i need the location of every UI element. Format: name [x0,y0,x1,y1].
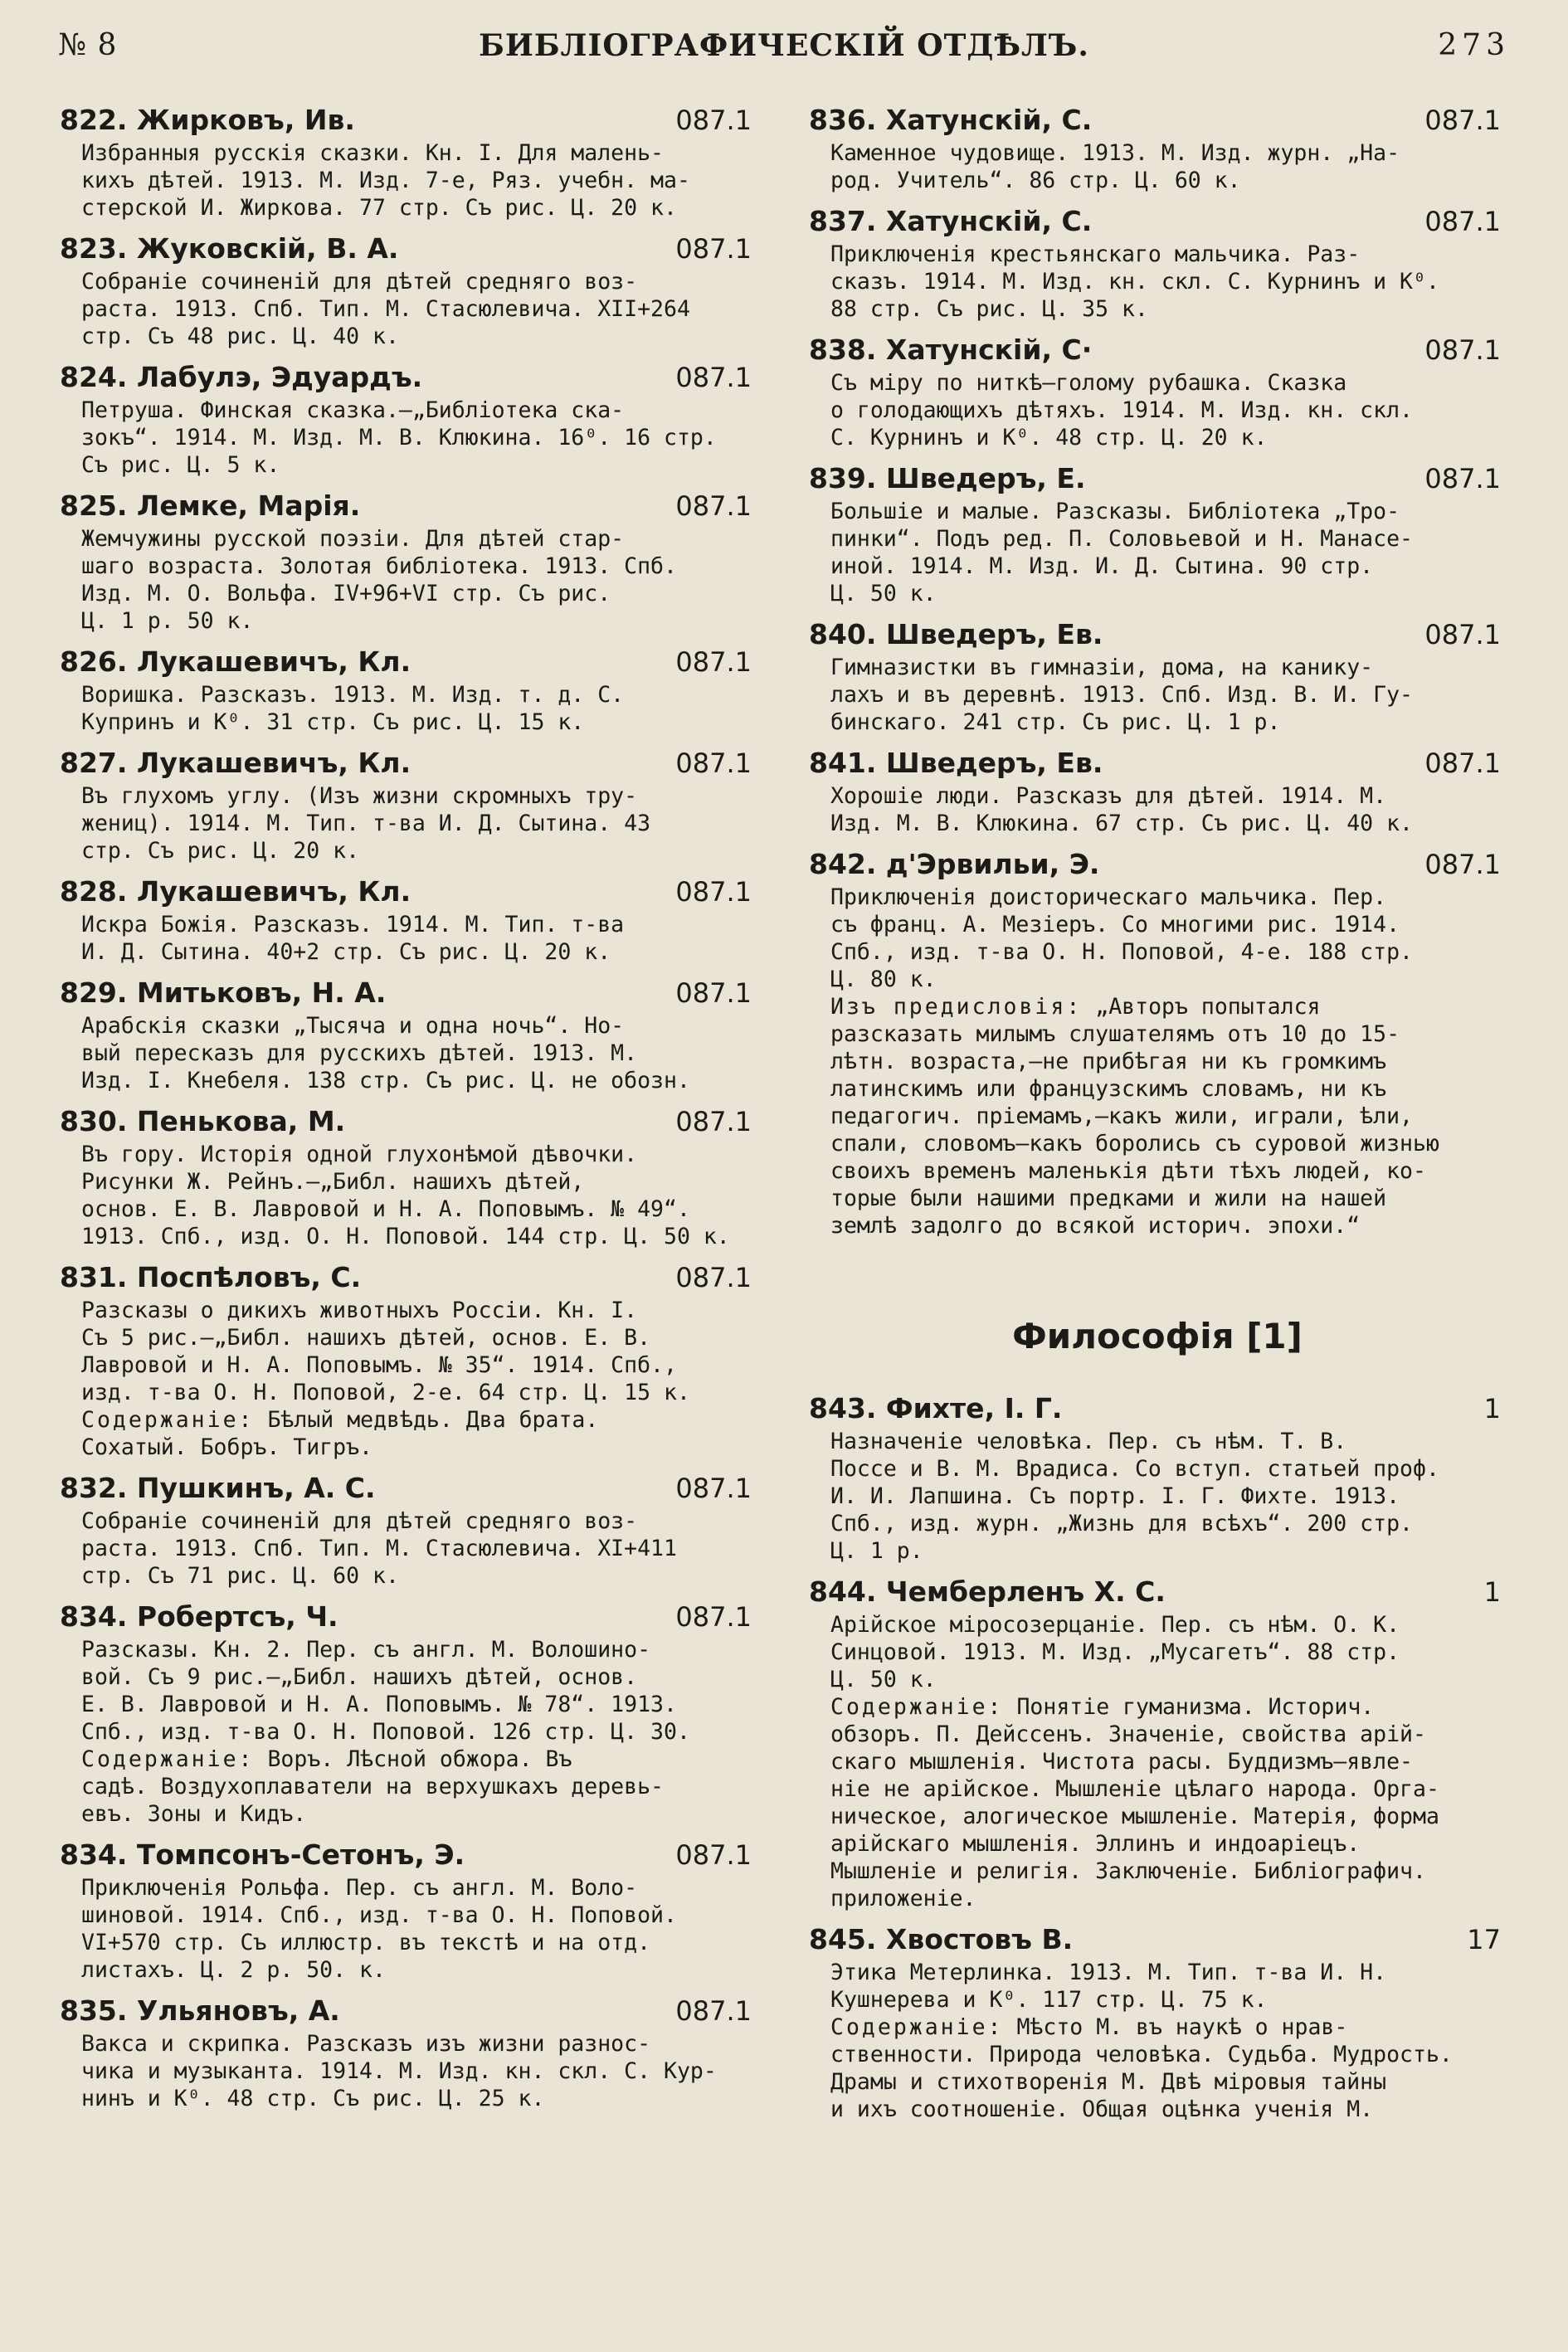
catalog-entry [60,643,757,736]
entry-number: 827. [60,747,128,779]
classification-code: 087.1 [675,747,752,779]
author-name: Фихте, I. Г. [885,1392,1063,1424]
entry-header [60,974,757,1012]
entry-author [60,873,411,911]
classification-code: 087.1 [1424,747,1501,779]
classification-code: 087.1 [1424,619,1501,650]
author-name: Лукашевичъ, Кл. [136,645,411,678]
entry-author [809,845,1099,884]
contents-label: Содержаніе: [830,2014,1004,2040]
author-name: Лабулэ, Эдуардъ. [136,361,423,393]
author-name: Лемке, Марія. [136,489,361,522]
classification-code: 087.1 [1424,334,1501,366]
entry-description: Приключенія доисторическаго мальчика. Пер. съ франц. А. Мезіеръ. Со многими рис. 1914. Спб., изд. т-ва О. Н. Поповой, 4-е. 188 стр. Ц. 80 к. [830,884,1413,992]
entry-header [809,616,1506,654]
catalog-entry [809,1573,1506,1912]
catalog-entry [60,744,757,864]
catalog-entry [809,1921,1506,2123]
entry-author [60,1469,376,1507]
entry-header [60,643,757,681]
author-name: Пенькова, М. [136,1105,346,1137]
author-name: Шведеръ, Ев. [885,747,1103,779]
entry-header [809,1573,1506,1611]
entry-author [60,744,411,782]
entry-header [809,101,1506,139]
author-name: Шведеръ, Е. [885,462,1086,494]
entry-author [60,1259,361,1297]
entry-author [809,331,1092,369]
author-name: Ульяновъ, А. [136,1994,340,2027]
entry-contents [809,1693,1506,1912]
entry-author [60,101,355,139]
entry-number: 841. [809,747,877,779]
entry-header [809,1390,1506,1428]
entry-description: Избранныя русскія сказки. Кн. I. Для малень- кихъ дѣтей. 1913. М. Изд. 7-е, Ряз. учебн. ма- стерской И. Жиркова. 77 стр. Съ рис. Ц. 20 к. [81,140,690,221]
entry-header [60,358,757,397]
entry-author [60,1836,465,1874]
entry-author [809,616,1103,654]
entry-number: 834. [60,1838,128,1871]
entry-number: 838. [809,334,877,366]
entry-description: Петруша. Финская сказка.—„Библіотека ска- зокъ“. 1914. М. Изд. М. В. Клюкина. 16⁰. 16 стр. Съ рис. Ц. 5 к. [81,397,717,478]
entry-header [60,230,757,268]
catalog-entry [60,873,757,966]
entry-header [60,1992,757,2030]
entry-author [60,487,360,525]
entry-contents [60,1746,757,1828]
issue-number: № 8 [58,28,118,62]
section-title: Философія [1] [1012,1316,1303,1356]
classification-code: 087.1 [1424,463,1501,494]
catalog-entry [809,616,1506,736]
classification-code: 087.1 [675,1262,752,1293]
classification-code: 087.1 [675,1839,752,1871]
classification-code: 087.1 [1424,206,1501,237]
classification-code: 1 [1483,1393,1501,1424]
entry-author [809,460,1086,498]
entry-author [60,1103,345,1141]
entry-description: Арабскія сказки „Тысяча и одна ночь“. Но- вый пересказъ для русскихъ дѣтей. 1913. М. Изд. I. Кнебеля. 138 стр. Съ рис. Ц. не обозн. [81,1013,690,1093]
entry-author [809,744,1103,782]
author-name: Лукашевичъ, Кл. [136,747,411,779]
entry-number: 822. [60,104,128,136]
catalog-entry [809,845,1506,1239]
entry-description: Въ глухомъ углу. (Изъ жизни скромныхъ тру- жениц). 1914. М. Тип. т-ва И. Д. Сытина. 43 стр. Съ рис. Ц. 20 к. [81,783,651,864]
catalog-entry [809,744,1506,837]
entry-description: Съ міру по ниткѣ—голому рубашка. Сказка о голодающихъ дѣтяхъ. 1914. М. Изд. кн. скл. С. Курнинъ и К⁰. 48 стр. Ц. 20 к. [830,370,1413,450]
author-name: Жуковскій, В. А. [136,232,399,265]
entry-contents [809,993,1506,1239]
author-name: Хвостовъ В. [885,1923,1074,1955]
entry-number: 826. [60,645,128,678]
entry-description: Разсказы о дикихъ животныхъ Россіи. Кн. I. Съ 5 рис.—„Библ. нашихъ дѣтей, основ. Е. В. Лавровой и Н. А. Поповымъ. № 35“. 1914. Спб., изд. т-ва О. Н. Поповой, 2-е. 64 стр. Ц. 15 к. [81,1298,690,1405]
entry-description: Назначеніе человѣка. Пер. съ нѣм. Т. В. Поссе и В. М. Врадиса. Со вступ. статьей проф. И. И. Лапшина. Съ портр. I. Г. Фихте. 1913. Спб., изд. журн. „Жизнь для всѣхъ“. 200 стр. Ц. 1 р. [830,1429,1439,1564]
catalog-entry [809,331,1506,451]
entry-number: 843. [809,1392,877,1424]
entry-header [60,1836,757,1874]
author-name: Чемберленъ Х. С. [885,1575,1166,1608]
catalog-entry [60,1836,757,1984]
entry-description: Жемчужины русской поэзіи. Для дѣтей стар- шаго возраста. Золотая библіотека. 1913. Спб. Изд. М. О. Вольфа. IV+96+VI стр. Съ рис. Ц. 1 р. 50 к. [81,526,677,634]
entry-description: Приключенія Рольфа. Пер. съ англ. М. Воло- шиновой. 1914. Спб., изд. т-ва О. Н. Поповой. VI+570 стр. Съ иллюстр. въ текстѣ и на отд. листахъ. Ц. 2 р. 50. к. [81,1875,677,1983]
contents-text: Бѣлый медвѣдь. Два брата. Сохатый. Бобръ. Тигръ. [81,1407,599,1460]
entry-header [809,1921,1506,1959]
classification-code: 087.1 [675,233,752,265]
entry-author [809,202,1092,241]
classification-code: 087.1 [675,362,752,393]
right-column [809,101,1506,2131]
entry-description: Гимназистки въ гимназіи, дома, на канику- лахъ и въ деревнѣ. 1913. Спб. Изд. В. И. Гу- бинскаго. 241 стр. Съ рис. Ц. 1 р. [830,655,1413,735]
classification-code: 087.1 [1424,849,1501,880]
entry-number: 836. [809,104,877,136]
entry-number: 823. [60,232,128,265]
author-name: Пушкинъ, А. С. [136,1472,376,1504]
entry-contents [809,2014,1506,2123]
contents-text: Мѣсто М. въ наукѣ о нрав- ственности. Природа человѣка. Судьба. Мудрость. Драмы и стихотворенія М. Двѣ міровыя тайны и ихъ соотношеніе. Общая оцѣнка ученія М. [830,2014,1453,2122]
entry-description: Вакса и скрипка. Разсказъ изъ жизни разнос- чика и музыканта. 1914. М. Изд. кн. скл. С. Кур- нинъ и К⁰. 48 стр. Съ рис. Ц. 25 к. [81,2031,717,2111]
catalog-entry [60,358,757,479]
left-column [60,101,757,2121]
entry-header [60,1469,757,1507]
entry-number: 845. [809,1923,877,1955]
catalog-entry [809,202,1506,323]
entry-number: 842. [809,848,877,880]
entry-description: Хорошіе люди. Разсказъ для дѣтей. 1914. М. Изд. М. В. Клюкина. 67 стр. Съ рис. Ц. 40 к. [830,783,1413,836]
entry-header [809,744,1506,782]
classification-code: 17 [1467,1924,1501,1955]
entry-author [60,358,422,397]
entry-header [60,487,757,525]
contents-label: Изъ предисловія: [830,994,1083,1020]
entry-header [809,202,1506,241]
entry-author [809,101,1092,139]
classification-code: 087.1 [675,876,752,908]
author-name: Хатунскій, С. [885,205,1093,237]
entry-author [809,1390,1062,1428]
classification-code: 087.1 [675,1106,752,1137]
catalog-entry [809,101,1506,194]
contents-label: Содержаніе: [81,1407,255,1433]
entry-author [60,1598,338,1636]
classification-code: 087.1 [675,1995,752,2027]
entry-description: Разсказы. Кн. 2. Пер. съ англ. М. Волошино- вой. Съ 9 рис.—„Библ. нашихъ дѣтей, основ. Е. В. Лавровой и Н. А. Поповымъ. № 78“. 1913. Спб., изд. т-ва О. Н. Поповой. 126 стр. Ц. 30. [81,1637,690,1745]
entry-description: Въ гору. Исторія одной глухонѣмой дѣвочки. Рисунки Ж. Рейнъ.—„Библ. нашихъ дѣтей, основ. Е. В. Лавровой и Н. А. Поповымъ. № 49“. 1913. Спб., изд. О. Н. Поповой. 144 стр. Ц. 50 к. [81,1142,730,1249]
page-number: 273 [1438,28,1510,62]
catalog-entry [60,1598,757,1828]
entry-header [60,1103,757,1141]
entry-description: Каменное чудовище. 1913. М. Изд. журн. „На- род. Учитель“. 86 стр. Ц. 60 к. [830,140,1400,193]
catalog-entry [809,460,1506,607]
entry-description: Арійское міросозерцаніе. Пер. съ нѣм. О. К. Синцовой. 1913. М. Изд. „Мусагетъ“. 88 стр. Ц. 50 к. [830,1612,1400,1692]
author-name: Хатунскій, С. [885,104,1093,136]
entry-description: Искра Божія. Разсказъ. 1914. М. Тип. т-ва И. Д. Сытина. 40+2 стр. Съ рис. Ц. 20 к. [81,912,625,965]
classification-code: 087.1 [675,646,752,678]
entry-number: 834. [60,1600,128,1633]
classification-code: 1 [1483,1576,1501,1608]
author-name: Митьковъ, Н. А. [136,976,387,1009]
entry-number: 824. [60,361,128,393]
entry-header [60,873,757,911]
catalog-entry [60,1992,757,2112]
entry-description: Собраніе сочиненій для дѣтей средняго воз- раста. 1913. Спб. Тип. М. Стасюлевича. XI+411 стр. Съ 71 рис. Ц. 60 к. [81,1508,677,1589]
entry-description: Большіе и малые. Разсказы. Библіотека „Тро- пинки“. Подъ ред. П. Соловьевой и Н. Манасе- иной. 1914. М. Изд. И. Д. Сытина. 90 стр. Ц. 50 к. [830,499,1413,606]
entry-header [60,1259,757,1297]
entry-number: 830. [60,1105,128,1137]
entry-description: Воришка. Разсказъ. 1913. М. Изд. т. д. С. Купринъ и К⁰. 31 стр. Съ рис. Ц. 15 к. [81,682,625,735]
catalog-entry [60,1469,757,1590]
catalog-entry [60,101,757,222]
catalog-entry [60,1259,757,1461]
entry-description: Приключенія крестьянскаго мальчика. Раз- сказъ. 1914. М. Изд. кн. скл. С. Курнинъ и К⁰. 88 стр. Съ рис. Ц. 35 к. [830,241,1439,322]
entry-number: 832. [60,1472,128,1504]
author-name: Лукашевичъ, Кл. [136,875,411,908]
classification-code: 087.1 [675,1601,752,1633]
entry-author [60,974,386,1012]
contents-label: Содержаніе: [830,1694,1004,1720]
entry-header [60,101,757,139]
entry-header [809,331,1506,369]
entry-header [60,744,757,782]
author-name: Шведеръ, Ев. [885,618,1103,650]
entry-author [809,1921,1073,1959]
author-name: д'Эрвильи, Э. [885,848,1100,880]
entry-number: 839. [809,462,877,494]
contents-text: Воръ. Лѣсной обжора. Въ садѣ. Воздухоплаватели на верхушкахъ деревь- евъ. Зоны и Кидъ. [81,1746,664,1827]
author-name: Робертсъ, Ч. [136,1600,338,1633]
entry-number: 844. [809,1575,877,1608]
catalog-entry [60,1103,757,1250]
classification-code: 087.1 [675,105,752,136]
entry-number: 829. [60,976,128,1009]
header-title: БИБЛІОГРАФИЧЕСКІЙ ОТДѢЛЪ. [479,28,1089,63]
catalog-entry [60,487,757,635]
entry-header [809,845,1506,884]
classification-code: 087.1 [1424,105,1501,136]
contents-label: Содержаніе: [81,1746,255,1772]
section-entries [809,1390,1506,2123]
classification-code: 087.1 [675,1473,752,1504]
entry-author [60,230,398,268]
classification-code: 087.1 [675,490,752,522]
entry-description: Этика Метерлинка. 1913. М. Тип. т-ва И. Н. Кушнерева и К⁰. 117 стр. Ц. 75 к. [830,1960,1387,2013]
entry-number: 837. [809,205,877,237]
page-header [58,28,1510,70]
entry-header [60,1598,757,1636]
entry-author [809,1573,1166,1611]
entry-number: 835. [60,1994,128,2027]
classification-code: 087.1 [675,977,752,1009]
contents-text: „Авторъ попытался разсказать милымъ слушателямъ отъ 10 до 15- лѣтн. возраста,—не прибѣгая ни къ громкимъ латинскимъ или французскимъ словамъ, ни къ педагогич. пріемамъ,—какъ жили, играли, ѣли, спали, словомъ—какъ боролись съ суровой жизнью своихъ временъ маленькія дѣти тѣхъ людей, ко- торые были нашими предками и жили на нашей землѣ задолго до всякой историч. эпохи.“ [830,994,1439,1239]
catalog-entry [809,1390,1506,1565]
author-name: Поспѣловъ, С. [136,1261,362,1293]
entry-contents [60,1406,757,1461]
catalog-entry [60,230,757,350]
author-name: Жирковъ, Ив. [136,104,355,136]
entry-number: 840. [809,618,877,650]
entry-description: Собраніе сочиненій для дѣтей средняго воз- раста. 1913. Спб. Тип. М. Стасюлевича. XII+264 стр. Съ 48 рис. Ц. 40 к. [81,269,690,349]
author-name: Хатунскій, С· [885,334,1093,366]
entry-number: 831. [60,1261,128,1293]
entry-number: 828. [60,875,128,908]
contents-text: Понятіе гуманизма. Историч. обзоръ. П. Дейссенъ. Значеніе, свойства арій- скаго мышленія. Чистота расы. Буддизмъ—явле- ніе не арійское. Мышленіе цѣлаго народа. Орга- ническое, алогическое мышленіе. Матерія, форма арійскаго мышленія. Эллинъ и индоаріецъ. Мышленіе и религія. Заключеніе. Библіографич. приложеніе. [830,1694,1439,1911]
right-entries [809,101,1506,1239]
author-name: Томпсонъ-Сетонъ, Э. [136,1838,465,1871]
catalog-entry [60,974,757,1094]
entry-number: 825. [60,489,128,522]
entry-author [60,643,411,681]
entry-author [60,1992,340,2030]
entry-header [809,460,1506,498]
